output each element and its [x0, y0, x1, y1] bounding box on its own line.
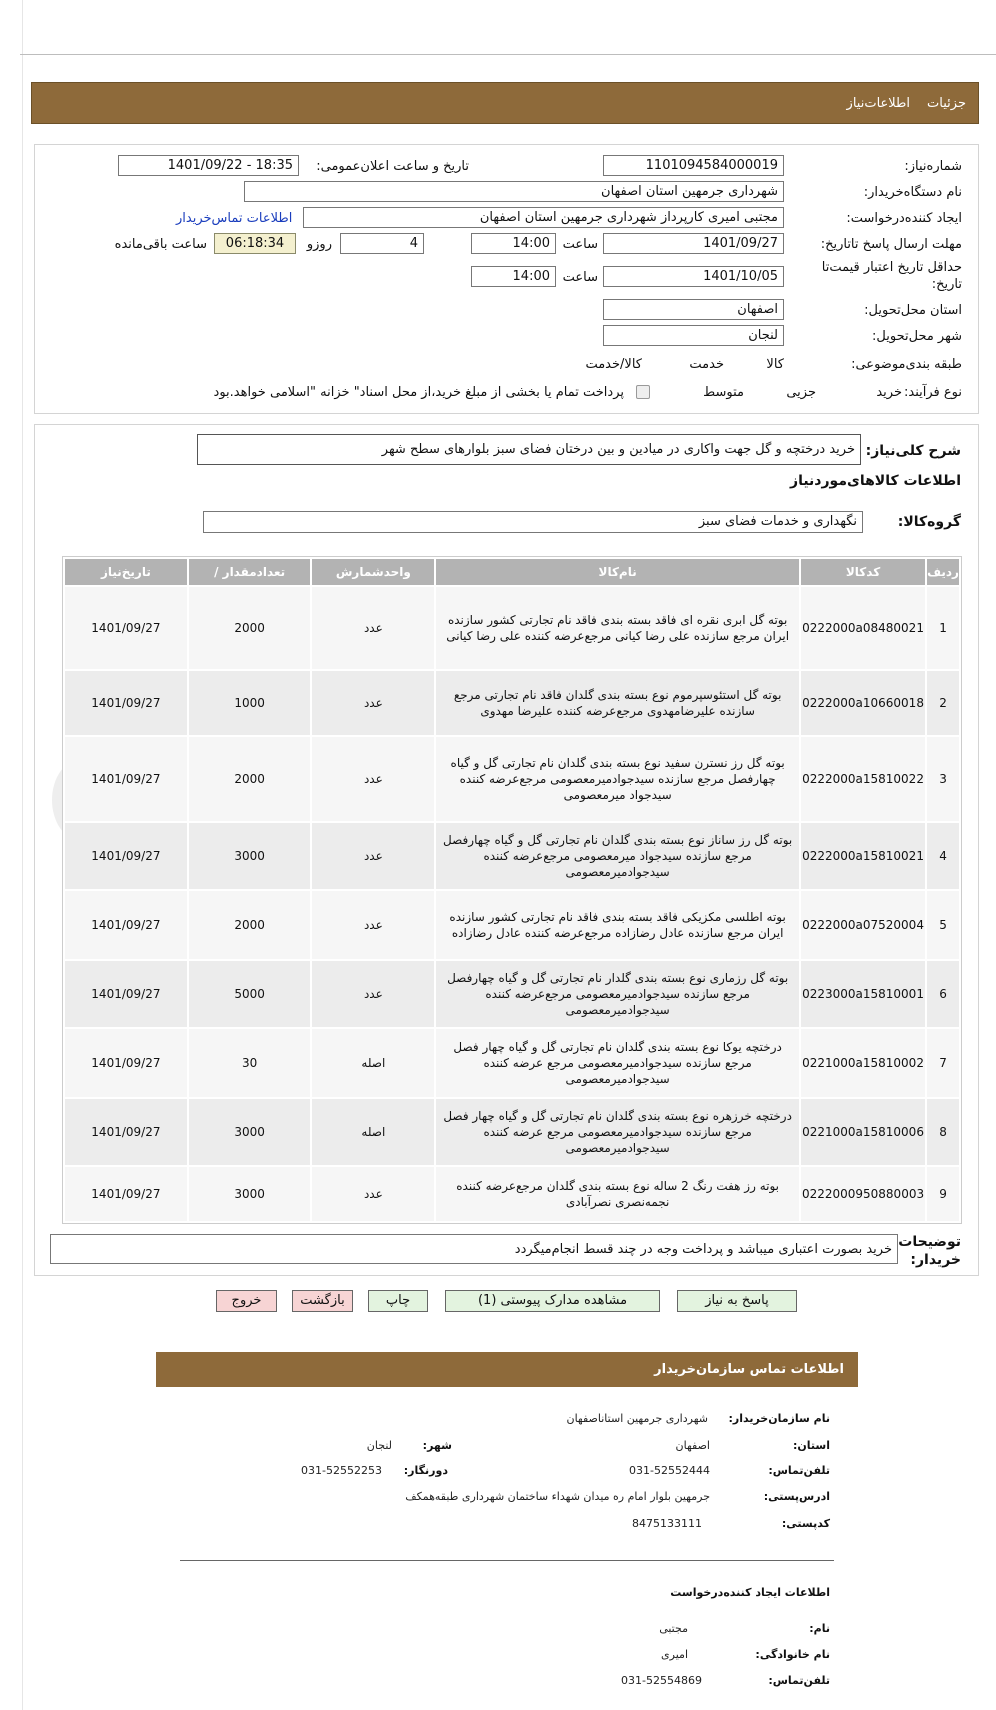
- row-code: 0222000950880003: [800, 1166, 926, 1222]
- table-row: [64, 960, 960, 1028]
- contact-phone-label: تلفن‌تماس:: [768, 1464, 830, 1477]
- goods-table-wrapper: [62, 556, 962, 1224]
- row-unit: عدد: [311, 586, 435, 670]
- remaining-time-field: 06:18:34: [214, 233, 296, 254]
- deadline-time-label: ساعت: [562, 237, 598, 252]
- row-name: بوته گل ابری نقره ای فاقد بسته بندی فاقد نام تجارتی کشور سازنده ایران مرجع سازنده علی رضا کیانی مرجع‌عرضه کننده علی رضا کیانی: [435, 586, 800, 670]
- row-qty: 1000: [188, 670, 312, 736]
- contact-divider: [180, 1560, 834, 1561]
- row-number: 4: [926, 822, 960, 890]
- row-unit: عدد: [311, 670, 435, 736]
- creator-label: ایجاد کننده‌درخواست:: [846, 211, 962, 226]
- col-date: تاریخ‌نیاز: [64, 558, 188, 586]
- province-field: اصفهان: [603, 299, 784, 320]
- row-date: 1401/09/27: [64, 736, 188, 822]
- category-both-label: کالا/خدمت: [585, 357, 642, 372]
- process-medium-label: متوسط: [703, 385, 744, 400]
- row-number: 7: [926, 1028, 960, 1098]
- buyer-notes-field: خرید بصورت اعتباری میباشد و پرداخت وجه در چند قسط انجام‌میگردد: [50, 1234, 898, 1264]
- process-buy-label: خرید: [876, 385, 902, 400]
- need-number-label: شماره‌نیاز:: [904, 159, 962, 174]
- province-label: استان محل‌تحویل:: [864, 303, 962, 318]
- table-row: [64, 1098, 960, 1166]
- row-code: 0222000a08480021: [800, 586, 926, 670]
- buyer-org-field: شهرداری جرمهین استان اصفهان: [244, 181, 784, 202]
- category-goods-label: کالا: [766, 357, 784, 372]
- contact-province-value: اصفهان: [675, 1439, 710, 1452]
- row-date: 1401/09/27: [64, 1098, 188, 1166]
- row-name: درختچه خرزهره نوع بسته بندی گلدان نام تجارتی گل و گیاه چهار فصل مرجع سازنده سیدجوادمیرمعصومی مرجع عرضه کننده سیدجوادمیرمعصومی: [435, 1098, 800, 1166]
- creator-last-name-label: نام خانوادگی:: [755, 1648, 830, 1661]
- process-minor-label: جزیی: [786, 385, 816, 400]
- back-button[interactable]: بازگشت: [292, 1290, 353, 1312]
- row-date: 1401/09/27: [64, 822, 188, 890]
- table-row: [64, 1166, 960, 1222]
- deadline-label: مهلت ارسال پاسخ تا‌تاریخ:: [820, 237, 962, 252]
- days-field: 4: [340, 233, 424, 254]
- row-code: 0222000a15810022: [800, 736, 926, 822]
- creator-info-title: اطلاعات ایجاد کننده‌درخواست: [670, 1586, 830, 1599]
- contact-province-label: استان:: [793, 1439, 830, 1452]
- creator-first-name-label: نام:: [809, 1622, 830, 1635]
- contact-address-label: ادرس‌پستی:: [763, 1490, 830, 1503]
- details-header-bar: [31, 82, 979, 124]
- row-unit: اصله: [311, 1028, 435, 1098]
- tab-details[interactable]: جزئیات: [927, 96, 966, 111]
- validity-date-field: 1401/10/05: [603, 266, 784, 287]
- goods-table-header: [64, 558, 960, 586]
- row-number: 5: [926, 890, 960, 960]
- row-name: بوته رز هفت رنگ 2 ساله نوع بسته بندی گلدان مرجع‌عرضه کننده نجمه‌نصری نصرآبادی: [435, 1166, 800, 1222]
- row-number: 3: [926, 736, 960, 822]
- contact-city-label: شهر:: [422, 1439, 452, 1452]
- buyer-contact-header: [156, 1352, 858, 1387]
- row-code: 0221000a15810006: [800, 1098, 926, 1166]
- reply-button[interactable]: پاسخ به نیاز: [677, 1290, 797, 1312]
- col-code: کدکالا: [800, 558, 926, 586]
- row-qty: 30: [188, 1028, 312, 1098]
- row-unit: عدد: [311, 1166, 435, 1222]
- row-name: بوته گل رز ساناز نوع بسته بندی گلدان نام تجارتی گل و گیاه چهارفصل مرجع سازنده سیدجواد میرمعصومی مرجع‌عرضه کننده سیدجوادمیرمعصومی: [435, 822, 800, 890]
- table-row: [64, 1028, 960, 1098]
- row-code: 0221000a15810002: [800, 1028, 926, 1098]
- row-number: 8: [926, 1098, 960, 1166]
- goods-table: [63, 557, 961, 1223]
- page-top-rule: [20, 54, 996, 55]
- contact-postal-label: کد‌پستی:: [781, 1517, 830, 1530]
- buyer-notes-label: توضیحات خریدار:: [898, 1234, 961, 1268]
- announce-date-field: 1401/09/22 - 18:35: [118, 155, 299, 176]
- row-name: درختچه یوکا نوع بسته بندی گلدان نام تجارتی گل و گیاه چهار فصل مرجع سازنده سیدجوادمیرمعصومی مرجع عرضه کننده سیدجوادمیرمعصومی: [435, 1028, 800, 1098]
- col-qty: تعداد‌مقدار /: [188, 558, 312, 586]
- remaining-time-label: ساعت باقی‌مانده: [114, 237, 207, 252]
- row-date: 1401/09/27: [64, 1166, 188, 1222]
- contact-phone-value: 031-52552444: [629, 1464, 710, 1477]
- creator-phone-label: تلفن‌تماس:: [768, 1674, 830, 1687]
- contact-fax-value: 031-52552253: [301, 1464, 382, 1477]
- goods-info-title: اطلاعات کالاهای‌موردنیاز: [790, 473, 961, 489]
- row-number: 9: [926, 1166, 960, 1222]
- row-name: بوته گل رز نسترن سفید نوع بسته بندی گلدان نام تجارتی گل و گیاه چهارفصل مرجع سازنده سیدجوادمیرمعصومی مرجع‌عرضه کننده سیدجواد میرمعصومی: [435, 736, 800, 822]
- row-unit: عدد: [311, 960, 435, 1028]
- row-code: 0222000a10660018: [800, 670, 926, 736]
- deadline-time-field: 14:00: [471, 233, 556, 254]
- validity-label-2: تاریخ:: [931, 277, 962, 292]
- page-left-rule: [22, 0, 23, 1710]
- validity-time-label: ساعت: [562, 270, 598, 285]
- row-code: 0222000a07520004: [800, 890, 926, 960]
- table-row: [64, 586, 960, 670]
- category-label: طبقه بندی‌موضوعی:: [851, 357, 962, 372]
- treasury-payment-note: پرداخت تمام یا بخشی از مبلغ خرید،از محل اسناد" خزانه "اسلامی خواهد.بود: [213, 385, 624, 400]
- table-row: [64, 670, 960, 736]
- row-code: 0223000a15810001: [800, 960, 926, 1028]
- col-unit: واحدشمارش: [311, 558, 435, 586]
- buyer-contact-link[interactable]: اطلاعات تماس‌خریدار: [176, 211, 293, 226]
- creator-field: مجتبی امیری کارپرداز شهرداری جرمهین استان اصفهان: [303, 207, 784, 228]
- row-number: 2: [926, 670, 960, 736]
- contact-city-value: لنجان: [366, 1439, 392, 1452]
- buyer-org-label: نام دستگاه‌خریدار:: [863, 185, 962, 200]
- goods-group-field: نگهداری و خدمات فضای سبز: [203, 511, 863, 533]
- row-number: 6: [926, 960, 960, 1028]
- process-label: نوع فرآیند:: [904, 385, 962, 400]
- row-qty: 3000: [188, 1166, 312, 1222]
- goods-group-label: گروه‌کالا:: [897, 514, 961, 530]
- print-button[interactable]: چاپ: [368, 1290, 428, 1312]
- exit-button[interactable]: خروج: [216, 1290, 277, 1312]
- validity-time-field: 14:00: [471, 266, 556, 287]
- row-name: بوته گل استئوسپرموم نوع بسته بندی گلدان فاقد نام تجارتی مرجع سازنده علیرضامهدوی مرجع‌عرضه کننده علیرضا مهدوی: [435, 670, 800, 736]
- col-name: نام‌کالا: [435, 558, 800, 586]
- tab-need-info[interactable]: اطلاعات‌نیاز: [846, 96, 910, 111]
- row-date: 1401/09/27: [64, 670, 188, 736]
- announce-date-label: تاریخ و ساعت اعلان‌عمومی:: [316, 159, 469, 174]
- days-label: روز‌و: [306, 237, 332, 252]
- row-qty: 2000: [188, 736, 312, 822]
- contact-address-value: جرمهین بلوار امام ره میدان شهداء ساختمان شهرداری طبقه‌همکف: [405, 1490, 710, 1503]
- creator-last-name-value: امیری: [661, 1648, 688, 1661]
- contact-org-label: نام سازمان‌خریدار:: [728, 1412, 830, 1425]
- table-row: [64, 822, 960, 890]
- row-code: 0222000a15810021: [800, 822, 926, 890]
- table-row: [64, 890, 960, 960]
- treasury-payment-checkbox[interactable]: [636, 385, 650, 399]
- summary-field: خرید درختچه و گل جهت واکاری در میادین و بین درختان فضای سبز بلوارهای سطح شهر: [197, 434, 861, 465]
- contact-fax-label: دورنگار:: [403, 1464, 448, 1477]
- row-unit: عدد: [311, 736, 435, 822]
- col-row: ردیف: [926, 558, 960, 586]
- deadline-date-field: 1401/09/27: [603, 233, 784, 254]
- row-number: 1: [926, 586, 960, 670]
- city-field: لنجان: [603, 325, 784, 346]
- creator-first-name-value: مجتبی: [659, 1622, 688, 1635]
- row-date: 1401/09/27: [64, 586, 188, 670]
- row-date: 1401/09/27: [64, 960, 188, 1028]
- row-name: بوته اطلسی مکزیکی فاقد بسته بندی فاقد نام تجارتی کشور سازنده ایران مرجع سازنده عادل رضازاده مرجع‌عرضه کننده عادل رضازاده: [435, 890, 800, 960]
- need-number-field: 1101094584000019: [603, 155, 784, 176]
- city-label: شهر محل‌تحویل:: [872, 329, 962, 344]
- row-qty: 5000: [188, 960, 312, 1028]
- attachments-button[interactable]: مشاهده مدارک پیوستی (1): [445, 1290, 660, 1312]
- contact-postal-value: 8475133111: [632, 1517, 702, 1530]
- row-date: 1401/09/27: [64, 1028, 188, 1098]
- row-qty: 2000: [188, 586, 312, 670]
- row-qty: 3000: [188, 1098, 312, 1166]
- row-date: 1401/09/27: [64, 890, 188, 960]
- contact-org-value: شهرداری جرمهین استاناصفهان: [566, 1412, 708, 1425]
- buyer-contact-title: اطلاعات تماس سازمان‌خریدار: [654, 1362, 844, 1377]
- row-unit: عدد: [311, 890, 435, 960]
- creator-phone-value: 031-52554869: [621, 1674, 702, 1687]
- row-name: بوته گل رزماری نوع بسته بندی گلدار نام تجارتی گل و گیاه چهارفصل مرجع سازنده سیدجوادمیرمعصومی مرجع‌عرضه کننده سیدجوادمیرمعصومی: [435, 960, 800, 1028]
- row-unit: عدد: [311, 822, 435, 890]
- row-qty: 3000: [188, 822, 312, 890]
- validity-label-1: حداقل تاریخ اعتبار قیمت‌تا: [821, 260, 962, 275]
- row-unit: اصله: [311, 1098, 435, 1166]
- category-service-label: خدمت: [689, 357, 724, 372]
- table-row: [64, 736, 960, 822]
- summary-label: شرح کلی‌نیاز:: [865, 443, 961, 459]
- row-qty: 2000: [188, 890, 312, 960]
